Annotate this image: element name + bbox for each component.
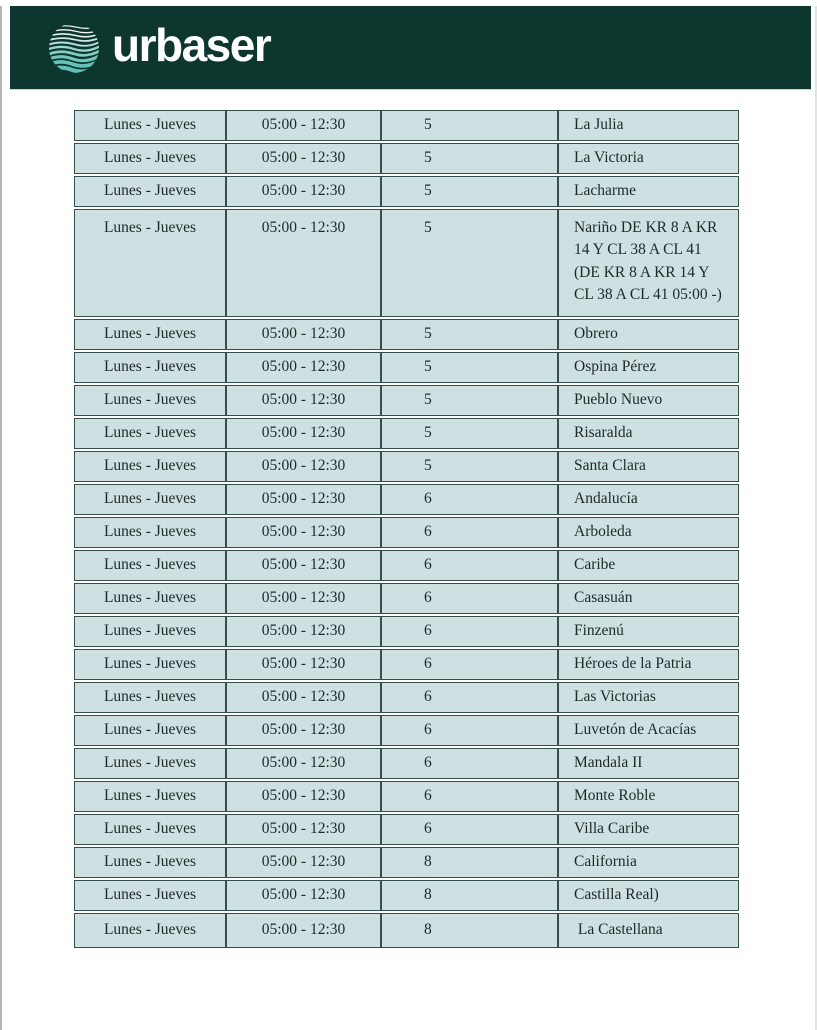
cell-schedule-days: Lunes - Jueves xyxy=(74,550,226,581)
cell-schedule-hours: 05:00 - 12:30 xyxy=(226,418,381,449)
schedule-row xyxy=(74,748,739,779)
cell-schedule-days: Lunes - Jueves xyxy=(74,847,226,878)
schedule-row xyxy=(74,583,739,614)
schedule-row xyxy=(74,616,739,647)
cell-zone-number: 5 xyxy=(381,418,558,449)
cell-schedule-days: Lunes - Jueves xyxy=(74,814,226,845)
cell-neighborhood: Finzenú xyxy=(558,616,739,647)
schedule-row xyxy=(74,649,739,680)
cell-schedule-hours: 05:00 - 12:30 xyxy=(226,451,381,482)
cell-schedule-hours: 05:00 - 12:30 xyxy=(226,649,381,680)
cell-zone-number: 8 xyxy=(381,913,558,948)
cell-neighborhood: Nariño DE KR 8 A KR 14 Y CL 38 A CL 41 (DE KR 8 A KR 14 Y CL 38 A CL 41 05:00 -) xyxy=(558,209,739,317)
cell-zone-number: 5 xyxy=(381,451,558,482)
cell-neighborhood: Casasuán xyxy=(558,583,739,614)
cell-schedule-hours: 05:00 - 12:30 xyxy=(226,352,381,383)
cell-neighborhood: Caribe xyxy=(558,550,739,581)
schedule-row xyxy=(74,814,739,845)
cell-zone-number: 6 xyxy=(381,517,558,548)
schedule-row xyxy=(74,550,739,581)
cell-neighborhood: Santa Clara xyxy=(558,451,739,482)
schedule-table-container xyxy=(74,108,739,950)
cell-schedule-hours: 05:00 - 12:30 xyxy=(226,110,381,141)
cell-zone-number: 6 xyxy=(381,550,558,581)
cell-neighborhood: Risaralda xyxy=(558,418,739,449)
cell-schedule-days: Lunes - Jueves xyxy=(74,110,226,141)
cell-neighborhood: Luvetón de Acacías xyxy=(558,715,739,746)
cell-neighborhood: Mandala II xyxy=(558,748,739,779)
cell-neighborhood: Arboleda xyxy=(558,517,739,548)
cell-neighborhood: Monte Roble xyxy=(558,781,739,812)
cell-schedule-days: Lunes - Jueves xyxy=(74,913,226,948)
cell-schedule-hours: 05:00 - 12:30 xyxy=(226,880,381,911)
cell-schedule-hours: 05:00 - 12:30 xyxy=(226,781,381,812)
schedule-row xyxy=(74,484,739,515)
screenshot-left-edge xyxy=(0,6,2,1030)
cell-schedule-hours: 05:00 - 12:30 xyxy=(226,517,381,548)
cell-neighborhood: La Julia xyxy=(558,110,739,141)
cell-schedule-days: Lunes - Jueves xyxy=(74,319,226,350)
cell-schedule-days: Lunes - Jueves xyxy=(74,418,226,449)
cell-zone-number: 5 xyxy=(381,385,558,416)
cell-schedule-days: Lunes - Jueves xyxy=(74,880,226,911)
cell-schedule-days: Lunes - Jueves xyxy=(74,583,226,614)
cell-zone-number: 5 xyxy=(381,176,558,207)
cell-schedule-days: Lunes - Jueves xyxy=(74,748,226,779)
cell-neighborhood: California xyxy=(558,847,739,878)
cell-schedule-hours: 05:00 - 12:30 xyxy=(226,715,381,746)
cell-schedule-hours: 05:00 - 12:30 xyxy=(226,550,381,581)
cell-schedule-days: Lunes - Jueves xyxy=(74,451,226,482)
cell-schedule-days: Lunes - Jueves xyxy=(74,143,226,174)
schedule-row xyxy=(74,385,739,416)
cell-neighborhood: La Castellana xyxy=(558,913,739,948)
cell-zone-number: 8 xyxy=(381,880,558,911)
cell-neighborhood: Ospina Pérez xyxy=(558,352,739,383)
cell-neighborhood: Obrero xyxy=(558,319,739,350)
schedule-row xyxy=(74,781,739,812)
cell-neighborhood: Andalucía xyxy=(558,484,739,515)
cell-schedule-days: Lunes - Jueves xyxy=(74,649,226,680)
schedule-row xyxy=(74,913,739,948)
schedule-row xyxy=(74,352,739,383)
cell-zone-number: 6 xyxy=(381,748,558,779)
cell-schedule-hours: 05:00 - 12:30 xyxy=(226,209,381,317)
schedule-row xyxy=(74,715,739,746)
schedule-row xyxy=(74,880,739,911)
cell-schedule-days: Lunes - Jueves xyxy=(74,781,226,812)
cell-neighborhood: Castilla Real) xyxy=(558,880,739,911)
cell-neighborhood: Lacharme xyxy=(558,176,739,207)
cell-zone-number: 6 xyxy=(381,715,558,746)
cell-neighborhood: La Victoria xyxy=(558,143,739,174)
schedule-row xyxy=(74,451,739,482)
cell-neighborhood: Héroes de la Patria xyxy=(558,649,739,680)
cell-zone-number: 6 xyxy=(381,616,558,647)
schedule-row xyxy=(74,517,739,548)
cell-neighborhood: Las Victorias xyxy=(558,682,739,713)
schedule-row xyxy=(74,418,739,449)
cell-zone-number: 5 xyxy=(381,110,558,141)
cell-zone-number: 6 xyxy=(381,484,558,515)
cell-schedule-days: Lunes - Jueves xyxy=(74,209,226,317)
cell-schedule-hours: 05:00 - 12:30 xyxy=(226,385,381,416)
cell-schedule-days: Lunes - Jueves xyxy=(74,616,226,647)
cell-schedule-hours: 05:00 - 12:30 xyxy=(226,748,381,779)
cell-zone-number: 6 xyxy=(381,814,558,845)
cell-schedule-days: Lunes - Jueves xyxy=(74,484,226,515)
cell-schedule-hours: 05:00 - 12:30 xyxy=(226,814,381,845)
cell-zone-number: 6 xyxy=(381,649,558,680)
cell-schedule-days: Lunes - Jueves xyxy=(74,352,226,383)
cell-schedule-hours: 05:00 - 12:30 xyxy=(226,682,381,713)
brand-header-bar xyxy=(10,6,811,90)
cell-schedule-hours: 05:00 - 12:30 xyxy=(226,143,381,174)
schedule-row xyxy=(74,143,739,174)
brand-wordmark: urbaser xyxy=(112,18,271,71)
cell-schedule-hours: 05:00 - 12:30 xyxy=(226,847,381,878)
schedule-row xyxy=(74,176,739,207)
cell-neighborhood: Villa Caribe xyxy=(558,814,739,845)
cell-zone-number: 6 xyxy=(381,583,558,614)
cell-zone-number: 8 xyxy=(381,847,558,878)
urbaser-wave-globe-icon xyxy=(48,22,100,74)
cell-schedule-days: Lunes - Jueves xyxy=(74,385,226,416)
schedule-row xyxy=(74,110,739,141)
cell-zone-number: 5 xyxy=(381,319,558,350)
schedule-row xyxy=(74,682,739,713)
cell-schedule-hours: 05:00 - 12:30 xyxy=(226,319,381,350)
cell-zone-number: 5 xyxy=(381,143,558,174)
cell-schedule-days: Lunes - Jueves xyxy=(74,517,226,548)
cell-schedule-hours: 05:00 - 12:30 xyxy=(226,913,381,948)
cell-schedule-days: Lunes - Jueves xyxy=(74,715,226,746)
cell-neighborhood: Pueblo Nuevo xyxy=(558,385,739,416)
cell-schedule-hours: 05:00 - 12:30 xyxy=(226,583,381,614)
cell-schedule-days: Lunes - Jueves xyxy=(74,176,226,207)
cell-schedule-hours: 05:00 - 12:30 xyxy=(226,176,381,207)
cell-zone-number: 6 xyxy=(381,682,558,713)
schedule-row xyxy=(74,847,739,878)
cell-zone-number: 5 xyxy=(381,209,558,317)
collection-schedule-table xyxy=(74,108,739,950)
schedule-row xyxy=(74,319,739,350)
cell-zone-number: 6 xyxy=(381,781,558,812)
cell-schedule-days: Lunes - Jueves xyxy=(74,682,226,713)
cell-zone-number: 5 xyxy=(381,352,558,383)
cell-schedule-hours: 05:00 - 12:30 xyxy=(226,484,381,515)
cell-schedule-hours: 05:00 - 12:30 xyxy=(226,616,381,647)
schedule-row xyxy=(74,209,739,317)
